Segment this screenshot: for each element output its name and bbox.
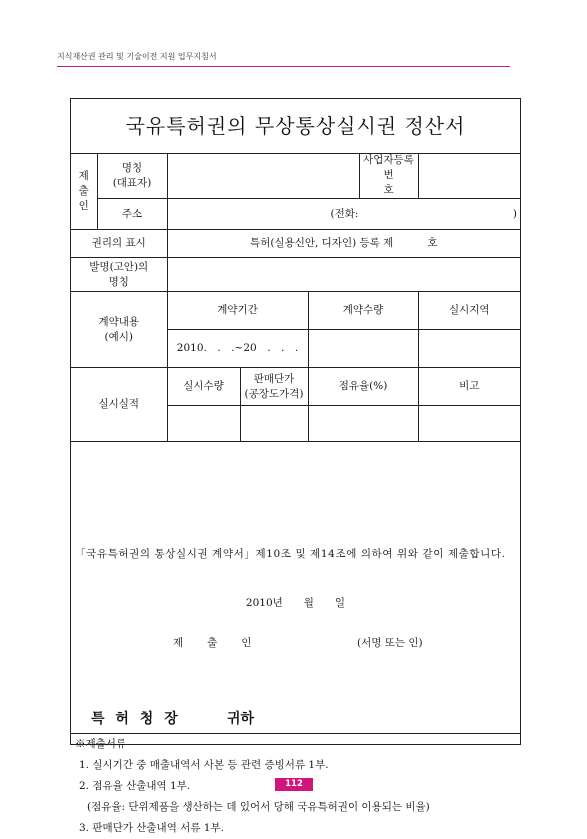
perf-qty-field[interactable] xyxy=(167,406,240,442)
region-field[interactable] xyxy=(418,330,520,368)
name-label: 명칭 (대표자) xyxy=(97,153,167,199)
name-field[interactable] xyxy=(167,153,359,199)
sign-label: (서명 또는 인) xyxy=(357,637,423,649)
bizno-label: 사업자등록번 호 xyxy=(359,153,418,199)
right-label: 권리의 표시 xyxy=(71,230,167,258)
share-field[interactable] xyxy=(308,406,418,442)
invention-label: 발명(고안)의 명칭 xyxy=(71,258,167,292)
running-header: 지식재산권 관리 및 기술이전 지원 업무지침서 xyxy=(57,52,217,61)
period-label: 계약기간 xyxy=(167,292,308,330)
recipient: 특 허 청 장 xyxy=(91,711,181,727)
period-field[interactable]: 2010. . .~20 . . . xyxy=(167,330,308,368)
qty-field[interactable] xyxy=(308,330,418,368)
region-label: 실시지역 xyxy=(418,292,520,330)
submitter-label: 제 출 인 xyxy=(71,153,97,230)
right-field[interactable]: 특허(실용신안, 디자인) 등록 제 호 xyxy=(167,230,520,258)
date-line: 2010년 월 일 xyxy=(245,597,346,609)
notes-heading: ※제출서류 xyxy=(75,738,127,750)
price-label: 판매단가 (공장도가격) xyxy=(240,368,308,406)
performance-label: 실시실적 xyxy=(71,368,167,442)
remark-label: 비고 xyxy=(418,368,520,406)
share-label: 점유율(%) xyxy=(308,368,418,406)
form-table xyxy=(71,153,520,442)
qty-label: 계약수량 xyxy=(308,292,418,330)
note-item: (점유율: 단위제품을 생산하는 데 있어서 당해 국유특허권이 이용되는 비율) xyxy=(87,801,430,813)
phone-close: ) xyxy=(512,208,518,220)
bizno-field[interactable] xyxy=(418,153,520,199)
declaration-text: 「국유특허권의 통상실시권 계약서」제10조 및 제14조에 의하여 위와 같이 제출합니다. xyxy=(75,548,506,560)
address-label: 주소 xyxy=(97,199,167,230)
perf-qty-label: 실시수량 xyxy=(167,368,240,406)
phone-label: (전화: xyxy=(330,208,359,220)
remark-field[interactable] xyxy=(418,406,520,442)
address-field[interactable] xyxy=(167,199,520,230)
invention-field[interactable] xyxy=(167,258,520,292)
note-item: 3. 판매단가 산출내역 서류 1부. xyxy=(79,822,224,834)
form-title: 국유특허권의 무상통상실시권 정산서 xyxy=(71,99,520,154)
header-rule xyxy=(57,66,510,67)
recipient-suffix: 귀하 xyxy=(227,711,255,727)
page-number: 112 xyxy=(275,778,313,791)
note-item: 2. 점유율 산출내역 1부. xyxy=(79,780,191,792)
contract-label: 계약내용 (예시) xyxy=(71,292,167,368)
submitter-line: 제 출 인 xyxy=(173,637,252,649)
note-item: 1. 실시기간 중 매출내역서 사본 등 관련 증빙서류 1부. xyxy=(79,759,329,771)
price-field[interactable] xyxy=(240,406,308,442)
